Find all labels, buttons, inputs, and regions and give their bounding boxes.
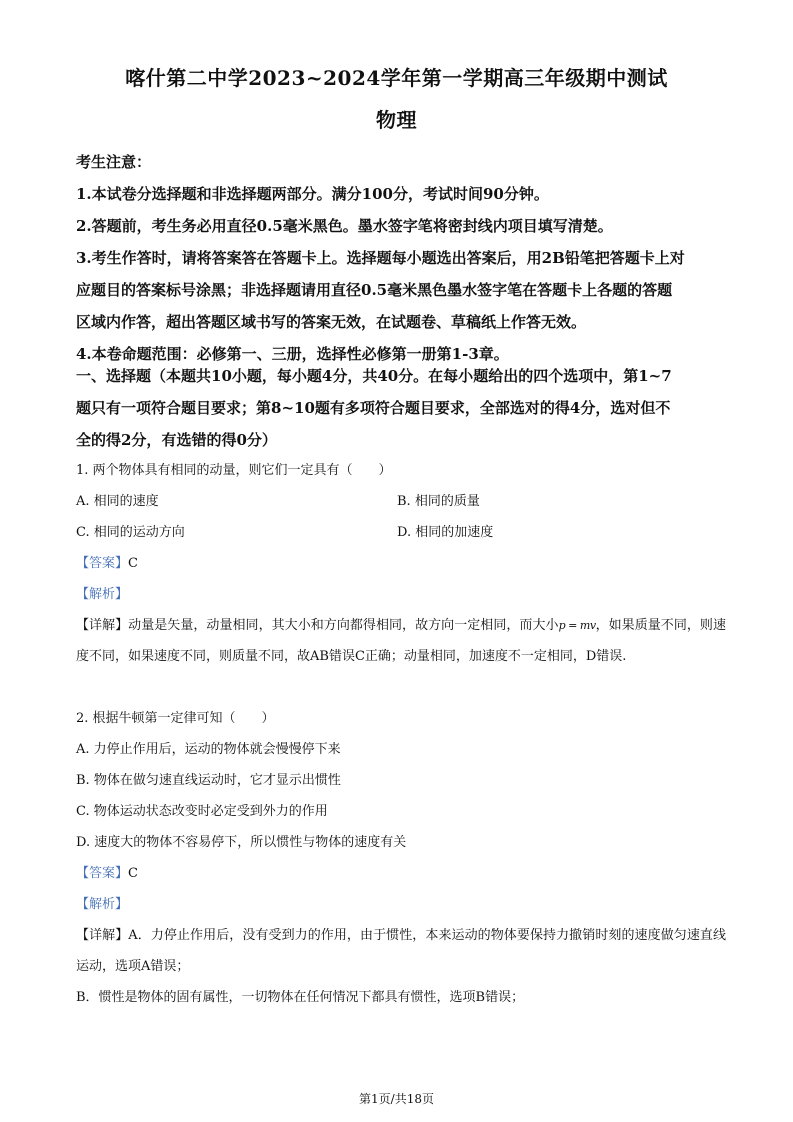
detail-tag: 【详解】 [76,618,129,633]
exam-title: 喀什第二中学2023~2024学年第一学期高三年级期中测试 [125,66,668,90]
section-line: 全的得2分，有选错的得0分） [76,431,277,449]
answer-tag: 【答案】 [76,866,129,881]
notice-item: 区域内作答，超出答题区域书写的答案无效，在试题卷、草稿纸上作答无效。 [76,313,587,331]
question-stem: 2. 根据牛顿第一定律可知（ ） [76,711,275,726]
answer-value: C [128,866,138,881]
option-d: D. 速度大的物体不容易停下，所以惯性与物体的速度有关 [76,835,407,850]
page-number: 第1页/共18页 [359,1092,434,1106]
notice-item: 3.考生作答时，请将答案答在答题卡上。选择题每小题选出答案后，用2B铅笔把答题卡上对 [76,249,685,267]
option-a: A. 力停止作用后，运动的物体就会慢慢停下来 [76,742,341,757]
option-c: C. 物体运动状态改变时必定受到外力的作用 [76,804,328,819]
notice-item: 2.答题前，考生务必用直径0.5毫米黑色。墨水签字笔将密封线内项目填写清楚。 [76,217,613,235]
option-c: C. 相同的运动方向 [76,525,185,540]
notice-item: 应题目的答案标号涂黑；非选择题请用直径0.5毫米黑色墨水签字笔在答题卡上各题的答题 [76,281,673,299]
option-b: B. 物体在做匀速直线运动时，它才显示出惯性 [76,773,341,788]
notice-item: 1.本试卷分选择题和非选择题两部分。满分100分，考试时间90分钟。 [76,185,549,203]
section-instructions [76,360,724,456]
question-2 [76,703,726,1013]
notice-heading: 考生注意： [76,153,152,171]
exam-subject: 物理 [376,108,417,132]
section-line: 一、选择题（本题共10小题，每小题4分，共40分。在每小题给出的四个选项中，第1~7 [76,367,672,385]
question-1 [76,455,726,672]
question-stem: 1. 两个物体具有相同的动量，则它们一定具有（ ） [76,463,392,478]
answer-line [76,858,726,889]
option-d: D. 相同的加速度 [397,525,494,540]
analysis-tag: 【解析】 [76,897,129,912]
detail-text: B．惯性是物体的固有属性，一切物体在任何情况下都具有惯性，选项B错误； [76,990,525,1005]
analysis-line [76,579,726,610]
analysis-line [76,889,726,920]
answer-value: C [128,556,138,571]
detail-paragraph [76,920,726,982]
section-line: 题只有一项符合题目要求；第8~10题有多项符合题目要求，全部选对的得4分，选对但不 [76,399,671,417]
detail-text: 动量是矢量，动量相同，其大小和方向都得相同，故方向一定相同，而大小 [128,618,559,633]
option-b: B. 相同的质量 [397,494,480,509]
notice-item: 4.本卷命题范围：必修第一、三册，选择性必修第一册第1-3章。 [76,345,509,363]
answer-tag: 【答案】 [76,556,129,571]
detail-text: ，如果质量不同，则速度不同，如果速度不同，则质量不同，故AB错误C正确；动量相同，加速度不一定相同，D错误. [76,618,726,664]
analysis-tag: 【解析】 [76,587,129,602]
option-row [76,517,726,548]
option-a: A. 相同的速度 [76,494,159,509]
notice-block [76,146,724,370]
formula-p-mv: p = mv [558,619,596,632]
answer-line [76,548,726,579]
option-row [76,486,726,517]
detail-paragraph [76,610,726,672]
detail-tag: 【详解】 [76,928,129,943]
detail-text: A．力停止作用后，没有受到力的作用，由于惯性，本来运动的物体要保持力撤销时刻的速度做匀速直线运动，选项A错误； [76,928,726,974]
